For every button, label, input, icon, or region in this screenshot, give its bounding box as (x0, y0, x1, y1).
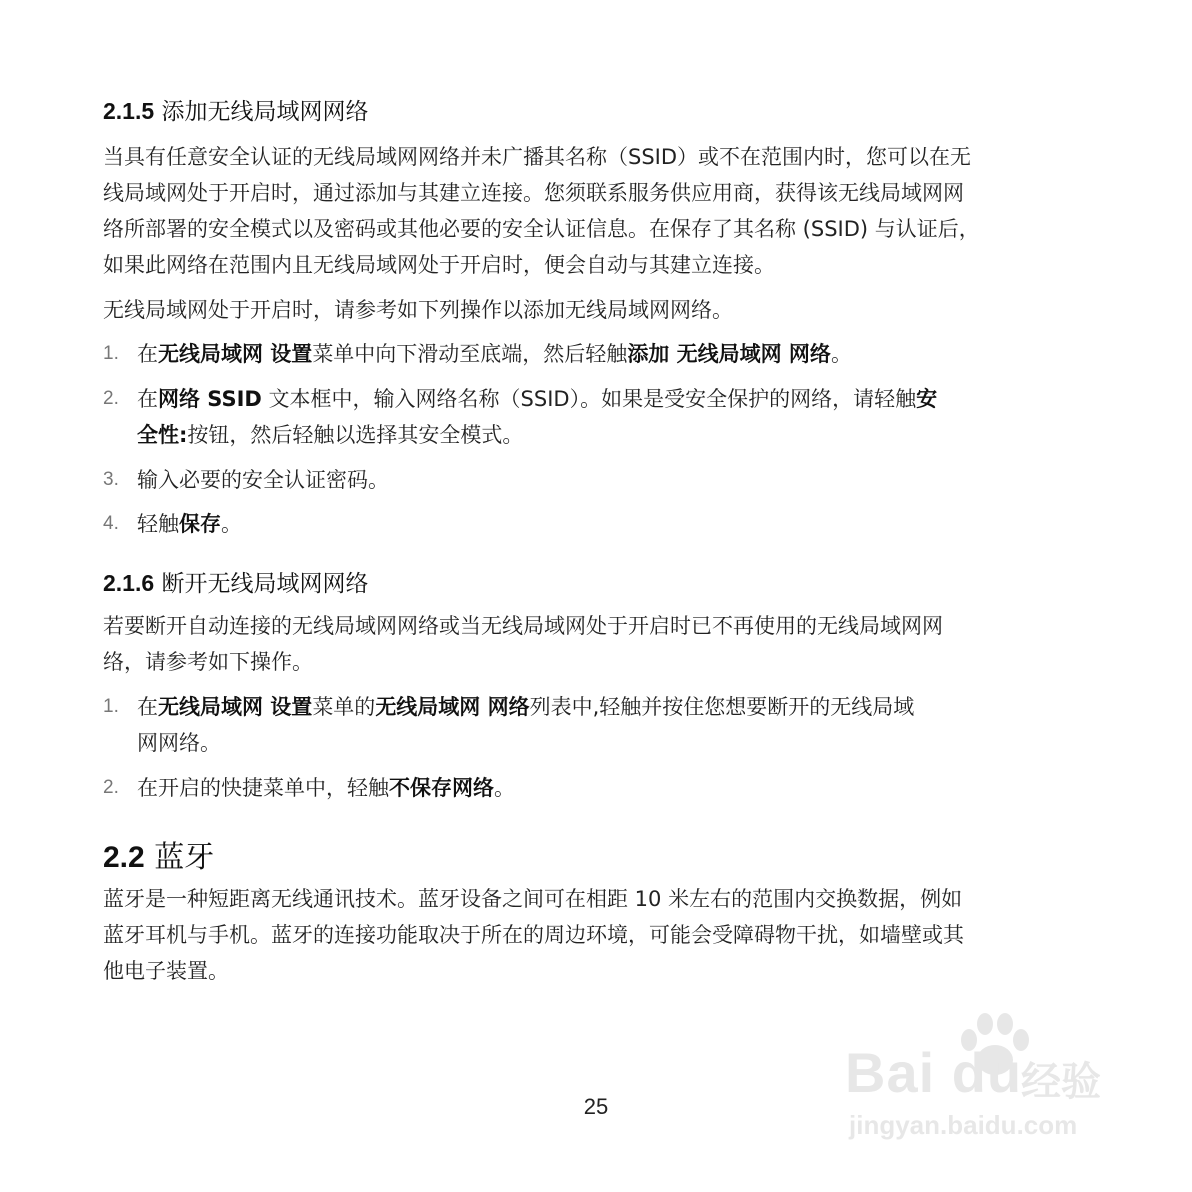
watermark-cn: 经验 (1021, 1059, 1101, 1105)
section-heading-2-1-5: 2.1.5 添加无线局域网网络 (103, 98, 369, 125)
section-heading-2-1-6: 2.1.6 断开无线局域网网络 (103, 570, 369, 597)
section-2-1-5-intro-paragraph: 当具有任意安全认证的无线局域网网络并未广播其名称（SSID）或不在范围内时，您可以在无 线局域网处于开启时，通过添加与其建立连接。您须联系服务供应用商，获得该无线局域网网 络所部署的安全模式以及密码或其他必要的安全认证信息。在保存了其名称 (SSID) 与认证后， 如果此网络在范围内且无线局域网处于开启时，便会自动与其建立连接。 (103, 145, 980, 277)
baidu-jingyan-watermark (845, 1010, 1125, 1150)
section-heading-2-2: 2.2 蓝牙 (103, 840, 215, 875)
watermark-url: jingyan.baidu.com (849, 1110, 1078, 1140)
section-2-1-6-intro-paragraph: 若要断开自动连接的无线局域网网络或当无线局域网处于开启时已不再使用的无线局域网网 络，请参考如下操作。 (103, 614, 943, 674)
page-number: 25 (583, 1094, 609, 1119)
section-2-1-5-instruction-paragraph: 无线局域网处于开启时，请参考如下列操作以添加无线局域网网络。 (103, 298, 733, 322)
watermark-brand: Bai du (845, 1041, 1023, 1104)
section-2-2-paragraph: 蓝牙是一种短距离无线通讯技术。蓝牙设备之间可在相距 10 米左右的范围内交换数据，例如 蓝牙耳机与手机。蓝牙的连接功能取决于所在的周边环境，可能会受障碍物干扰，如墙壁或其 他电子装置。 (103, 887, 964, 983)
